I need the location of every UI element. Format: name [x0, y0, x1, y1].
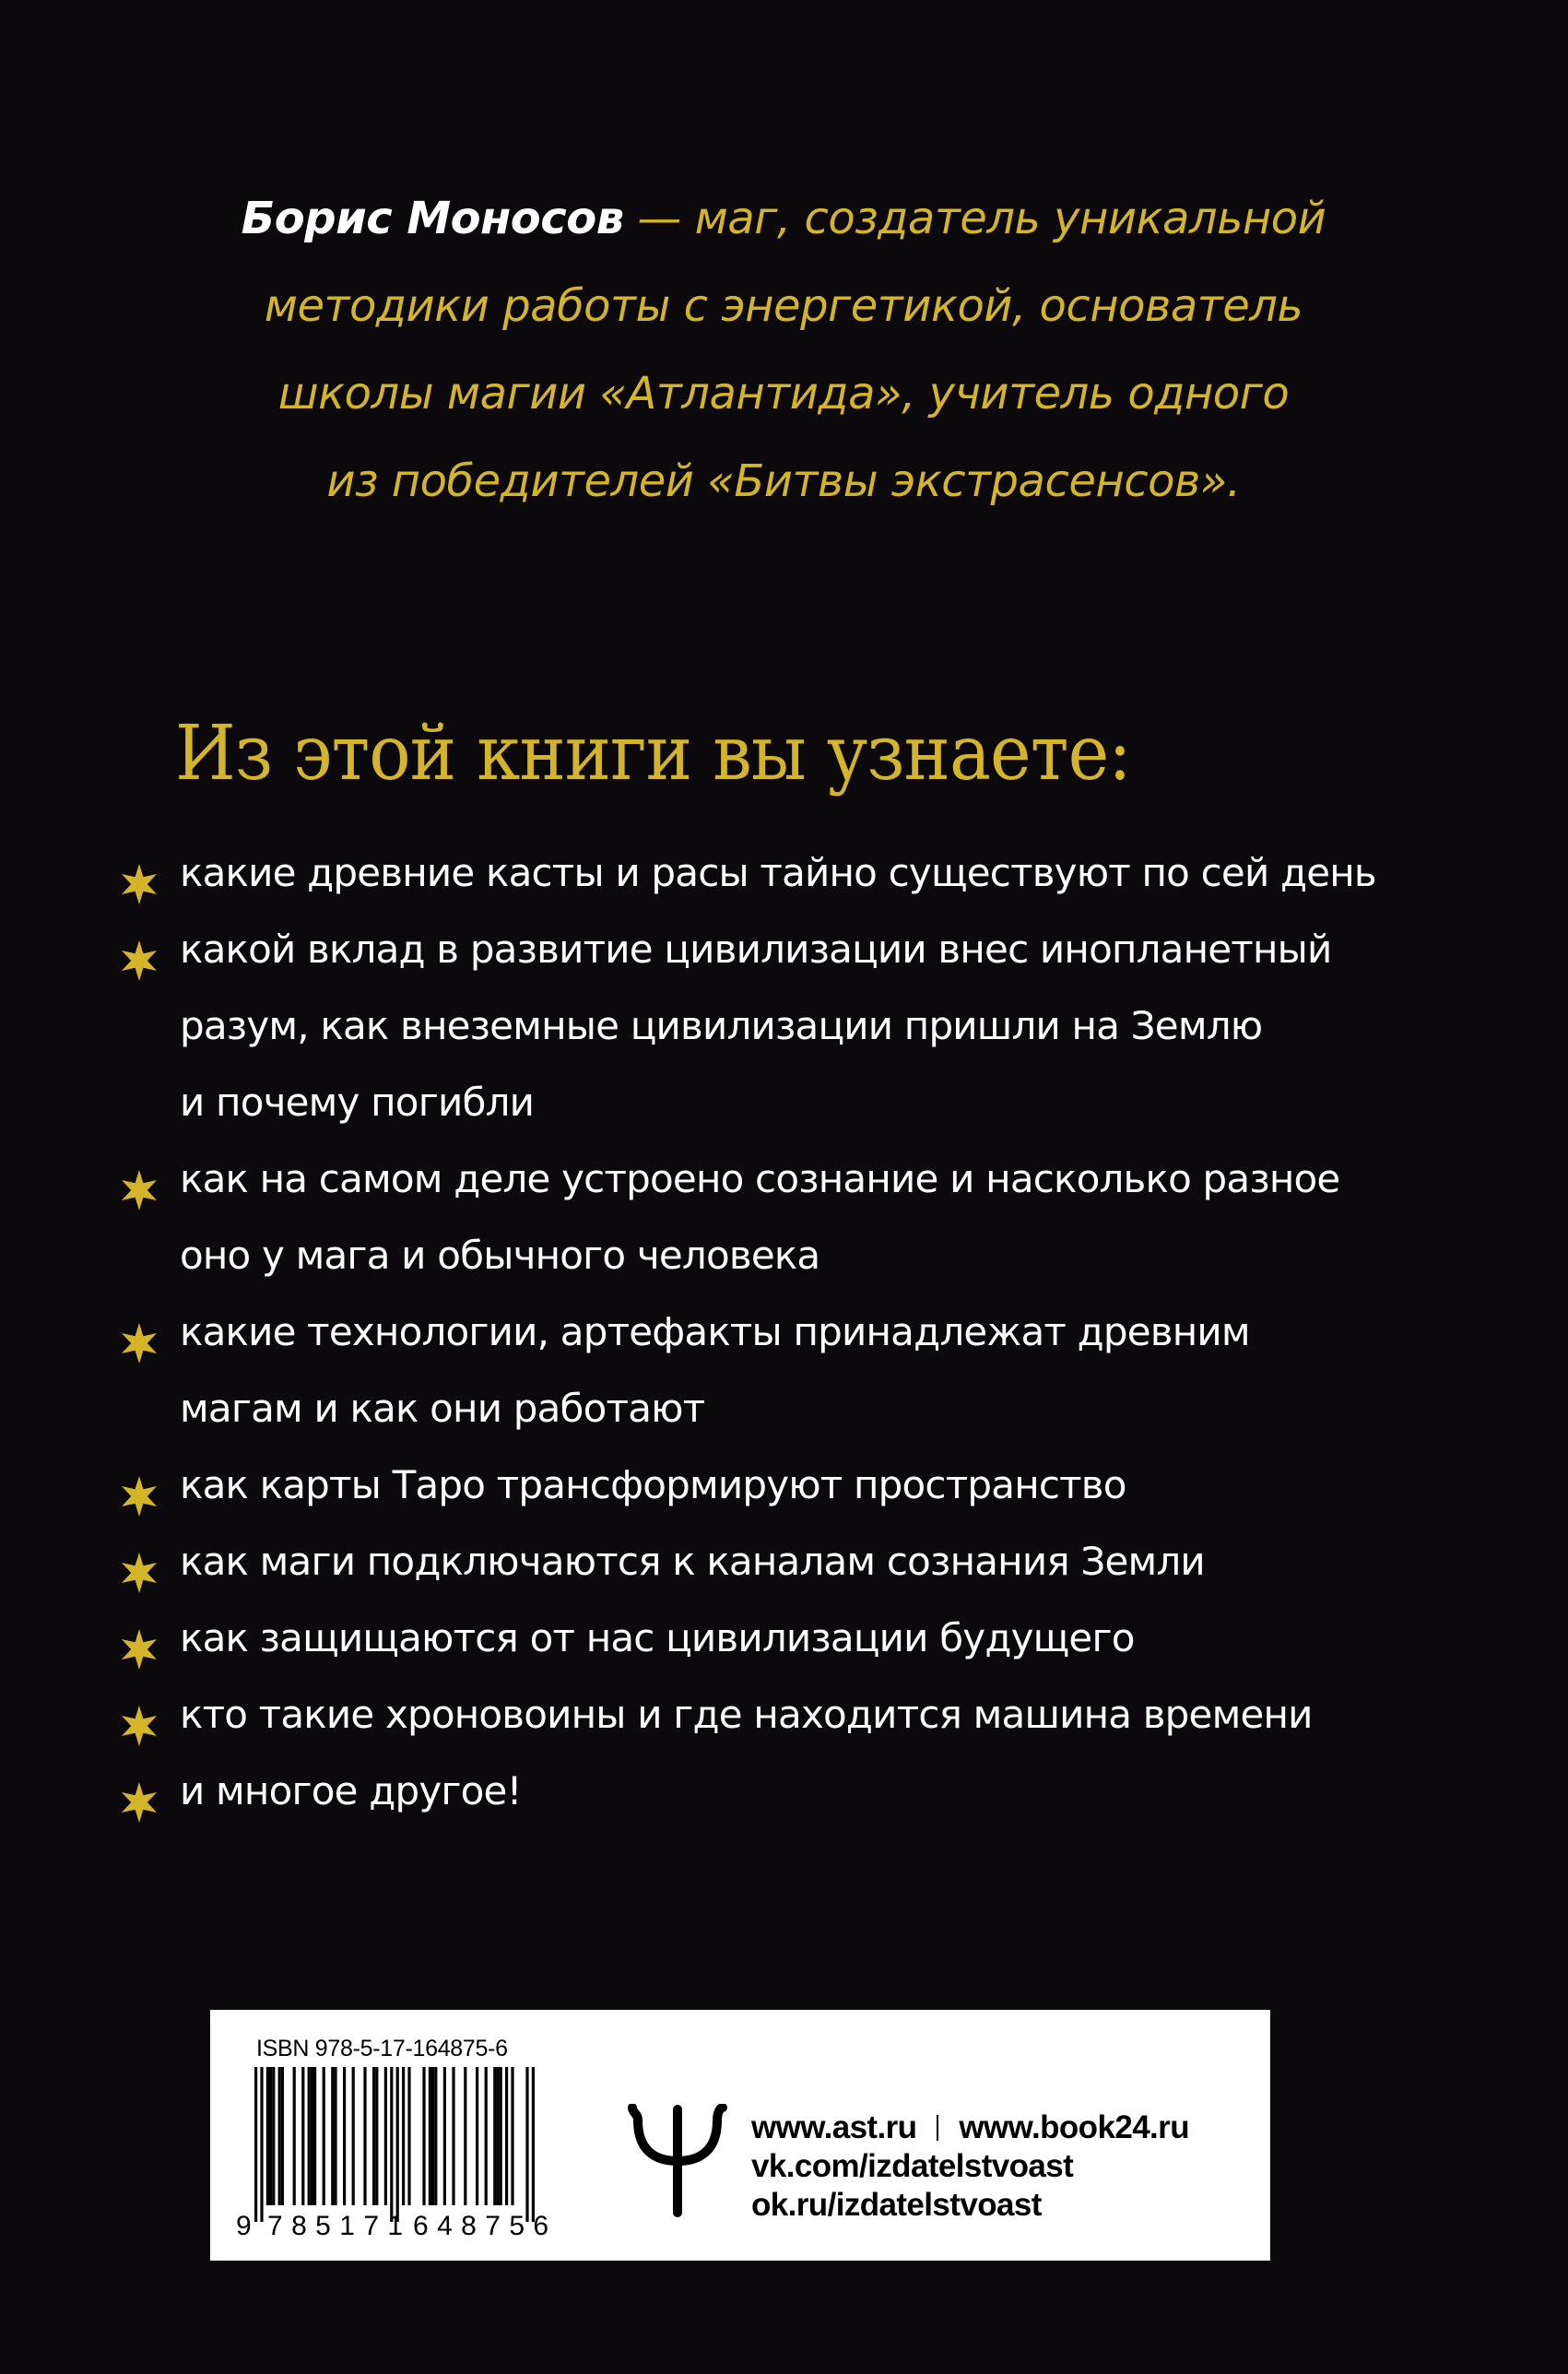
- six-pointed-star-icon: [119, 1159, 159, 1199]
- bio-line-1: [92, 175, 1475, 263]
- section-heading: Из этой книги вы узнаете:: [175, 710, 1131, 797]
- list-item: [115, 1447, 1498, 1523]
- barcode-panel: [210, 2010, 1270, 2261]
- publisher-links: [751, 2108, 1189, 2225]
- list-item: [115, 1753, 1498, 1829]
- list-item-text: какой вклад в развитие цивилизации внес инопланетный: [180, 927, 1332, 972]
- list-item: [115, 834, 1498, 911]
- list-item: [115, 1293, 1498, 1447]
- isbn-label: ISBN 978-5-17-164875-6: [256, 2036, 508, 2061]
- link-book24[interactable]: www.book24.ru: [959, 2109, 1189, 2145]
- list-item-text: оно у мага и обычного человека: [180, 1233, 820, 1278]
- link-ok[interactable]: ok.ru/izdatelstvoast: [751, 2187, 1042, 2223]
- ean-first-digit: 9: [236, 2211, 252, 2241]
- list-item-text: как защищаются от нас цивилизации будущего: [180, 1615, 1135, 1660]
- barcode-icon: [247, 2067, 542, 2224]
- link-ast[interactable]: www.ast.ru: [751, 2109, 917, 2145]
- ean-digits: [236, 2211, 558, 2242]
- list-item-text: как маги подключаются к каналам сознания Земли: [180, 1539, 1205, 1584]
- bio-text: маг, создатель уникальной: [694, 193, 1326, 244]
- six-pointed-star-icon: [119, 1618, 159, 1659]
- list-item: [115, 1676, 1498, 1753]
- list-item: [115, 911, 1498, 1140]
- list-item: [115, 1140, 1498, 1293]
- ean-left-group: 785171: [267, 2211, 412, 2241]
- ean-right-group: 648756: [413, 2211, 558, 2241]
- psi-trident-icon: [627, 2104, 728, 2220]
- url-separator: [937, 2115, 938, 2141]
- list-item-text: как на самом деле устроено сознание и насколько разное: [180, 1156, 1340, 1201]
- list-item-text: и многое другое!: [180, 1768, 522, 1813]
- list-item-text: кто такие хроновоины и где находится машина времени: [180, 1692, 1313, 1737]
- link-vk[interactable]: vk.com/izdatelstvoast: [751, 2148, 1074, 2184]
- list-item-text: магам и как они работают: [180, 1386, 705, 1431]
- six-pointed-star-icon: [119, 1695, 159, 1735]
- list-item-text: какие технологии, артефакты принадлежат древним: [180, 1309, 1250, 1354]
- six-pointed-star-icon: [119, 853, 159, 893]
- six-pointed-star-icon: [119, 1465, 159, 1506]
- author-bio: [92, 175, 1475, 526]
- list-item-text: какие древние касты и расы тайно существуют по сей день: [180, 850, 1376, 895]
- bio-dash: —: [623, 193, 695, 244]
- list-item-text: и почему погибли: [180, 1080, 535, 1125]
- feature-list: [115, 834, 1498, 1829]
- author-name: Борис Моносов: [241, 193, 624, 244]
- six-pointed-star-icon: [119, 1541, 159, 1582]
- six-pointed-star-icon: [119, 1312, 159, 1352]
- six-pointed-star-icon: [119, 1771, 159, 1812]
- bio-line-2: методики работы с энергетикой, основатель: [264, 280, 1303, 332]
- list-item: [115, 1523, 1498, 1600]
- bio-line-3: школы магии «Атлантида», учитель одного: [277, 368, 1290, 419]
- six-pointed-star-icon: [119, 929, 159, 970]
- bio-line-4: из победителей «Битвы экстрасенсов».: [326, 455, 1241, 507]
- list-item-text: разум, как внеземные цивилизации пришли на Землю: [180, 1003, 1263, 1048]
- list-item-text: как карты Таро трансформируют пространство: [180, 1462, 1126, 1507]
- list-item: [115, 1600, 1498, 1676]
